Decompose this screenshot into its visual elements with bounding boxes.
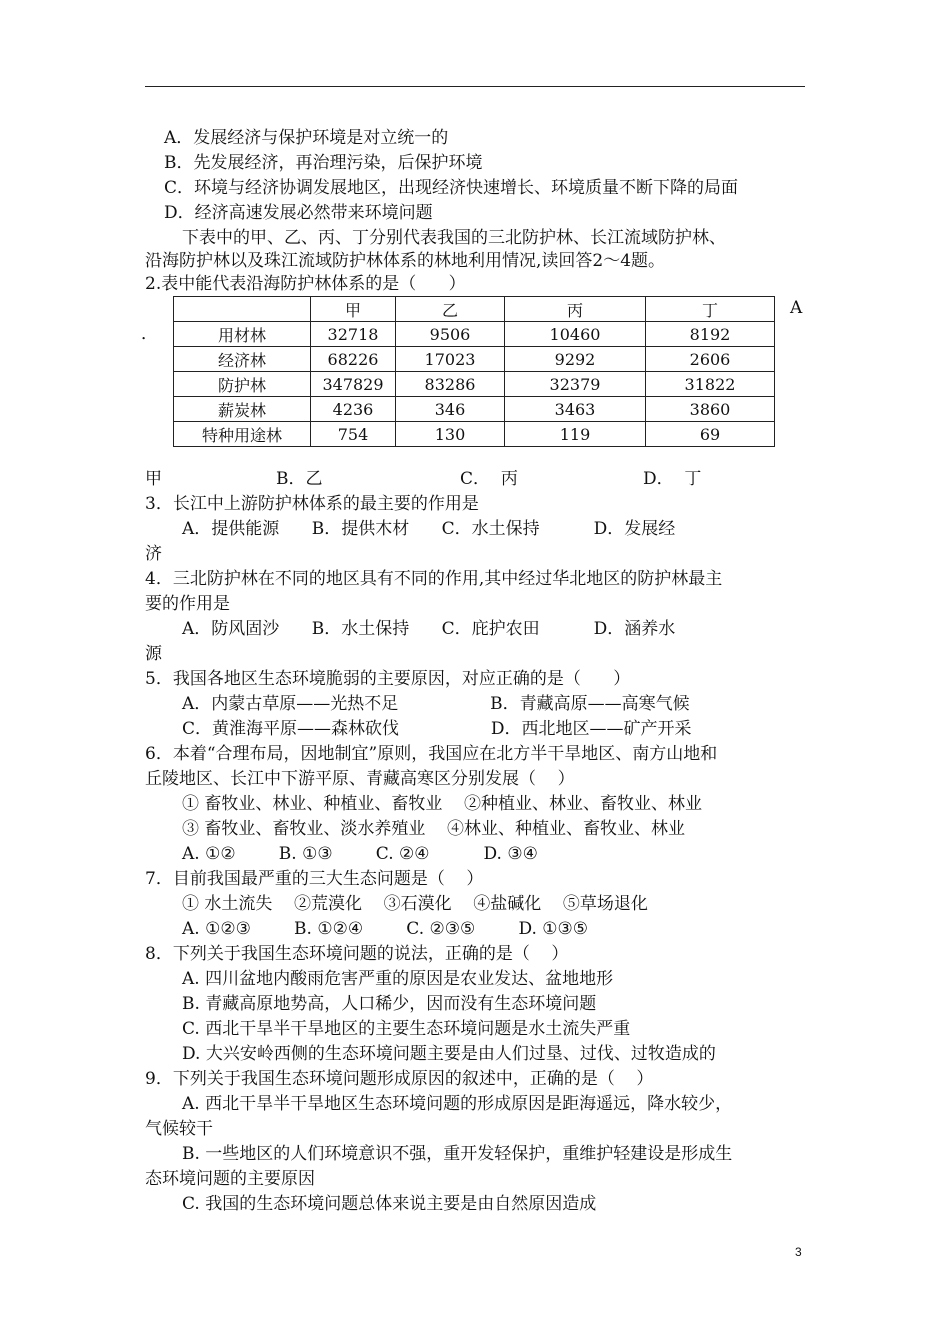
q2-option-a-text: 甲 bbox=[145, 469, 162, 489]
q1-option-c: C．环境与经济协调发展地区，出现经济快速增长、环境质量不断下降的局面 bbox=[164, 178, 739, 198]
table-cell: 31822 bbox=[646, 372, 775, 397]
q7-stem: 7．目前我国最严重的三大生态问题是（ ） bbox=[145, 869, 484, 889]
q1-option-a: A．发展经济与保护环境是对立统一的 bbox=[164, 128, 449, 148]
q2-option-c: C． 丙 bbox=[460, 469, 518, 489]
q7-choices: ① 水土流失 ②荒漠化 ③石漠化 ④盐碱化 ⑤草场退化 bbox=[182, 894, 648, 914]
q8-option-b: B. 青藏高原地势高，人口稀少，因而没有生态环境问题 bbox=[182, 994, 597, 1014]
header-rule bbox=[145, 86, 805, 87]
table-row bbox=[174, 397, 775, 422]
q8-stem: 8．下列关于我国生态环境问题的说法，正确的是（ ） bbox=[145, 944, 569, 964]
q2-stem: 2.表中能代表沿海防护林体系的是（ ） bbox=[145, 274, 466, 294]
table-cell: 8192 bbox=[646, 322, 775, 347]
q8-option-d: D. 大兴安岭西侧的生态环境问题主要是由人们过垦、过伐、过牧造成的 bbox=[182, 1044, 716, 1064]
q6-stem-2: 丘陵地区、长江中下游平原、青藏高寒区分别发展（ ） bbox=[145, 769, 575, 789]
table-cell: 32718 bbox=[311, 322, 396, 347]
q2-option-a-letter: A bbox=[790, 298, 803, 318]
q6-options: A. ①② B. ①③ C. ②④ D. ③④ bbox=[182, 844, 538, 864]
table-cell: 69 bbox=[646, 422, 775, 447]
table-cell: 2606 bbox=[646, 347, 775, 372]
table-cell: 754 bbox=[311, 422, 396, 447]
q1-option-b: B．先发展经济，再治理污染，后保护环境 bbox=[164, 153, 483, 173]
table-header-cell bbox=[174, 297, 311, 322]
table-header-cell: 乙 bbox=[396, 297, 505, 322]
table-cell: 17023 bbox=[396, 347, 505, 372]
intro-line-1: 下表中的甲、乙、丙、丁分别代表我国的三北防护林、长江流域防护林、 bbox=[182, 228, 726, 248]
q5-options-row-1: A．内蒙古草原——光热不足 B．青藏高原——高寒气候 bbox=[182, 694, 690, 714]
table-cell: 用材林 bbox=[174, 322, 311, 347]
q5-stem: 5．我国各地区生态环境脆弱的主要原因，对应正确的是（ ） bbox=[145, 669, 631, 689]
table-cell: 9292 bbox=[505, 347, 646, 372]
table-header-cell: 甲 bbox=[311, 297, 396, 322]
q9-option-b-2: 态环境问题的主要原因 bbox=[145, 1169, 315, 1189]
forest-table bbox=[173, 296, 775, 447]
q4-stem-1: 4．三北防护林在不同的地区具有不同的作用,其中经过华北地区的防护林最主 bbox=[145, 569, 723, 589]
table-header-cell: 丁 bbox=[646, 297, 775, 322]
q3-stem: 3．长江中上游防护林体系的最主要的作用是 bbox=[145, 494, 479, 514]
q8-option-c: C. 西北干旱半干旱地区的主要生态环境问题是水土流失严重 bbox=[182, 1019, 631, 1039]
q9-option-a-2: 气候较干 bbox=[145, 1119, 213, 1139]
table-cell: 3860 bbox=[646, 397, 775, 422]
q9-stem: 9．下列关于我国生态环境问题形成原因的叙述中，正确的是（ ） bbox=[145, 1069, 654, 1089]
intro-line-2: 沿海防护林以及珠江流域防护林体系的林地利用情况,读回答2～4题。 bbox=[145, 251, 666, 271]
q2-option-a-dot: ． bbox=[141, 324, 158, 344]
table-cell: 130 bbox=[396, 422, 505, 447]
table-cell: 3463 bbox=[505, 397, 646, 422]
q9-option-a-1: A. 西北干旱半干旱地区生态环境问题的形成原因是距海遥远，降水较少， bbox=[182, 1094, 733, 1114]
q4-stem-2: 要的作用是 bbox=[145, 594, 230, 614]
table-row bbox=[174, 347, 775, 372]
table-cell: 347829 bbox=[311, 372, 396, 397]
table-cell: 薪炭林 bbox=[174, 397, 311, 422]
q4-options-wrap: 源 bbox=[145, 644, 162, 664]
table-row bbox=[174, 322, 775, 347]
table-header-cell: 丙 bbox=[505, 297, 646, 322]
q9-option-c: C. 我国的生态环境问题总体来说主要是由自然原因造成 bbox=[182, 1194, 597, 1214]
q3-options-wrap: 济 bbox=[145, 544, 162, 564]
table-cell: 68226 bbox=[311, 347, 396, 372]
table-cell: 9506 bbox=[396, 322, 505, 347]
q5-options-row-2: C．黄淮海平原——森林砍伐 D．西北地区——矿产开采 bbox=[182, 719, 692, 739]
table-cell: 10460 bbox=[505, 322, 646, 347]
q6-stem-1: 6．本着“合理布局，因地制宜”原则，我国应在北方半干旱地区、南方山地和 bbox=[145, 744, 718, 764]
table-cell: 特种用途林 bbox=[174, 422, 311, 447]
table-header-row bbox=[174, 297, 775, 322]
table-cell: 346 bbox=[396, 397, 505, 422]
q4-options: A．防风固沙 B．水土保持 C．庇护农田 D．涵养水 bbox=[182, 619, 676, 639]
q2-option-b: B．乙 bbox=[276, 469, 323, 489]
q7-options: A. ①②③ B. ①②④ C. ②③⑤ D. ①③⑤ bbox=[182, 919, 588, 939]
q2-option-d: D． 丁 bbox=[643, 469, 702, 489]
q6-choice-row-2: ③ 畜牧业、畜牧业、淡水养殖业 ④林业、种植业、畜牧业、林业 bbox=[182, 819, 686, 839]
table-row bbox=[174, 422, 775, 447]
table-cell: 32379 bbox=[505, 372, 646, 397]
table-cell: 83286 bbox=[396, 372, 505, 397]
page-number: 3 bbox=[795, 1245, 802, 1259]
q9-option-b-1: B. 一些地区的人们环境意识不强，重开发轻保护，重维护轻建设是形成生 bbox=[182, 1144, 733, 1164]
table-cell: 119 bbox=[505, 422, 646, 447]
q1-option-d: D．经济高速发展必然带来环境问题 bbox=[164, 203, 433, 223]
table-cell: 4236 bbox=[311, 397, 396, 422]
table-row bbox=[174, 372, 775, 397]
table-cell: 防护林 bbox=[174, 372, 311, 397]
q6-choice-row-1: ① 畜牧业、林业、种植业、畜牧业 ②种植业、林业、畜牧业、林业 bbox=[182, 794, 703, 814]
q3-options: A．提供能源 B．提供木材 C．水土保持 D．发展经 bbox=[182, 519, 676, 539]
table-cell: 经济林 bbox=[174, 347, 311, 372]
q8-option-a: A. 四川盆地内酸雨危害严重的原因是农业发达、盆地地形 bbox=[182, 969, 614, 989]
